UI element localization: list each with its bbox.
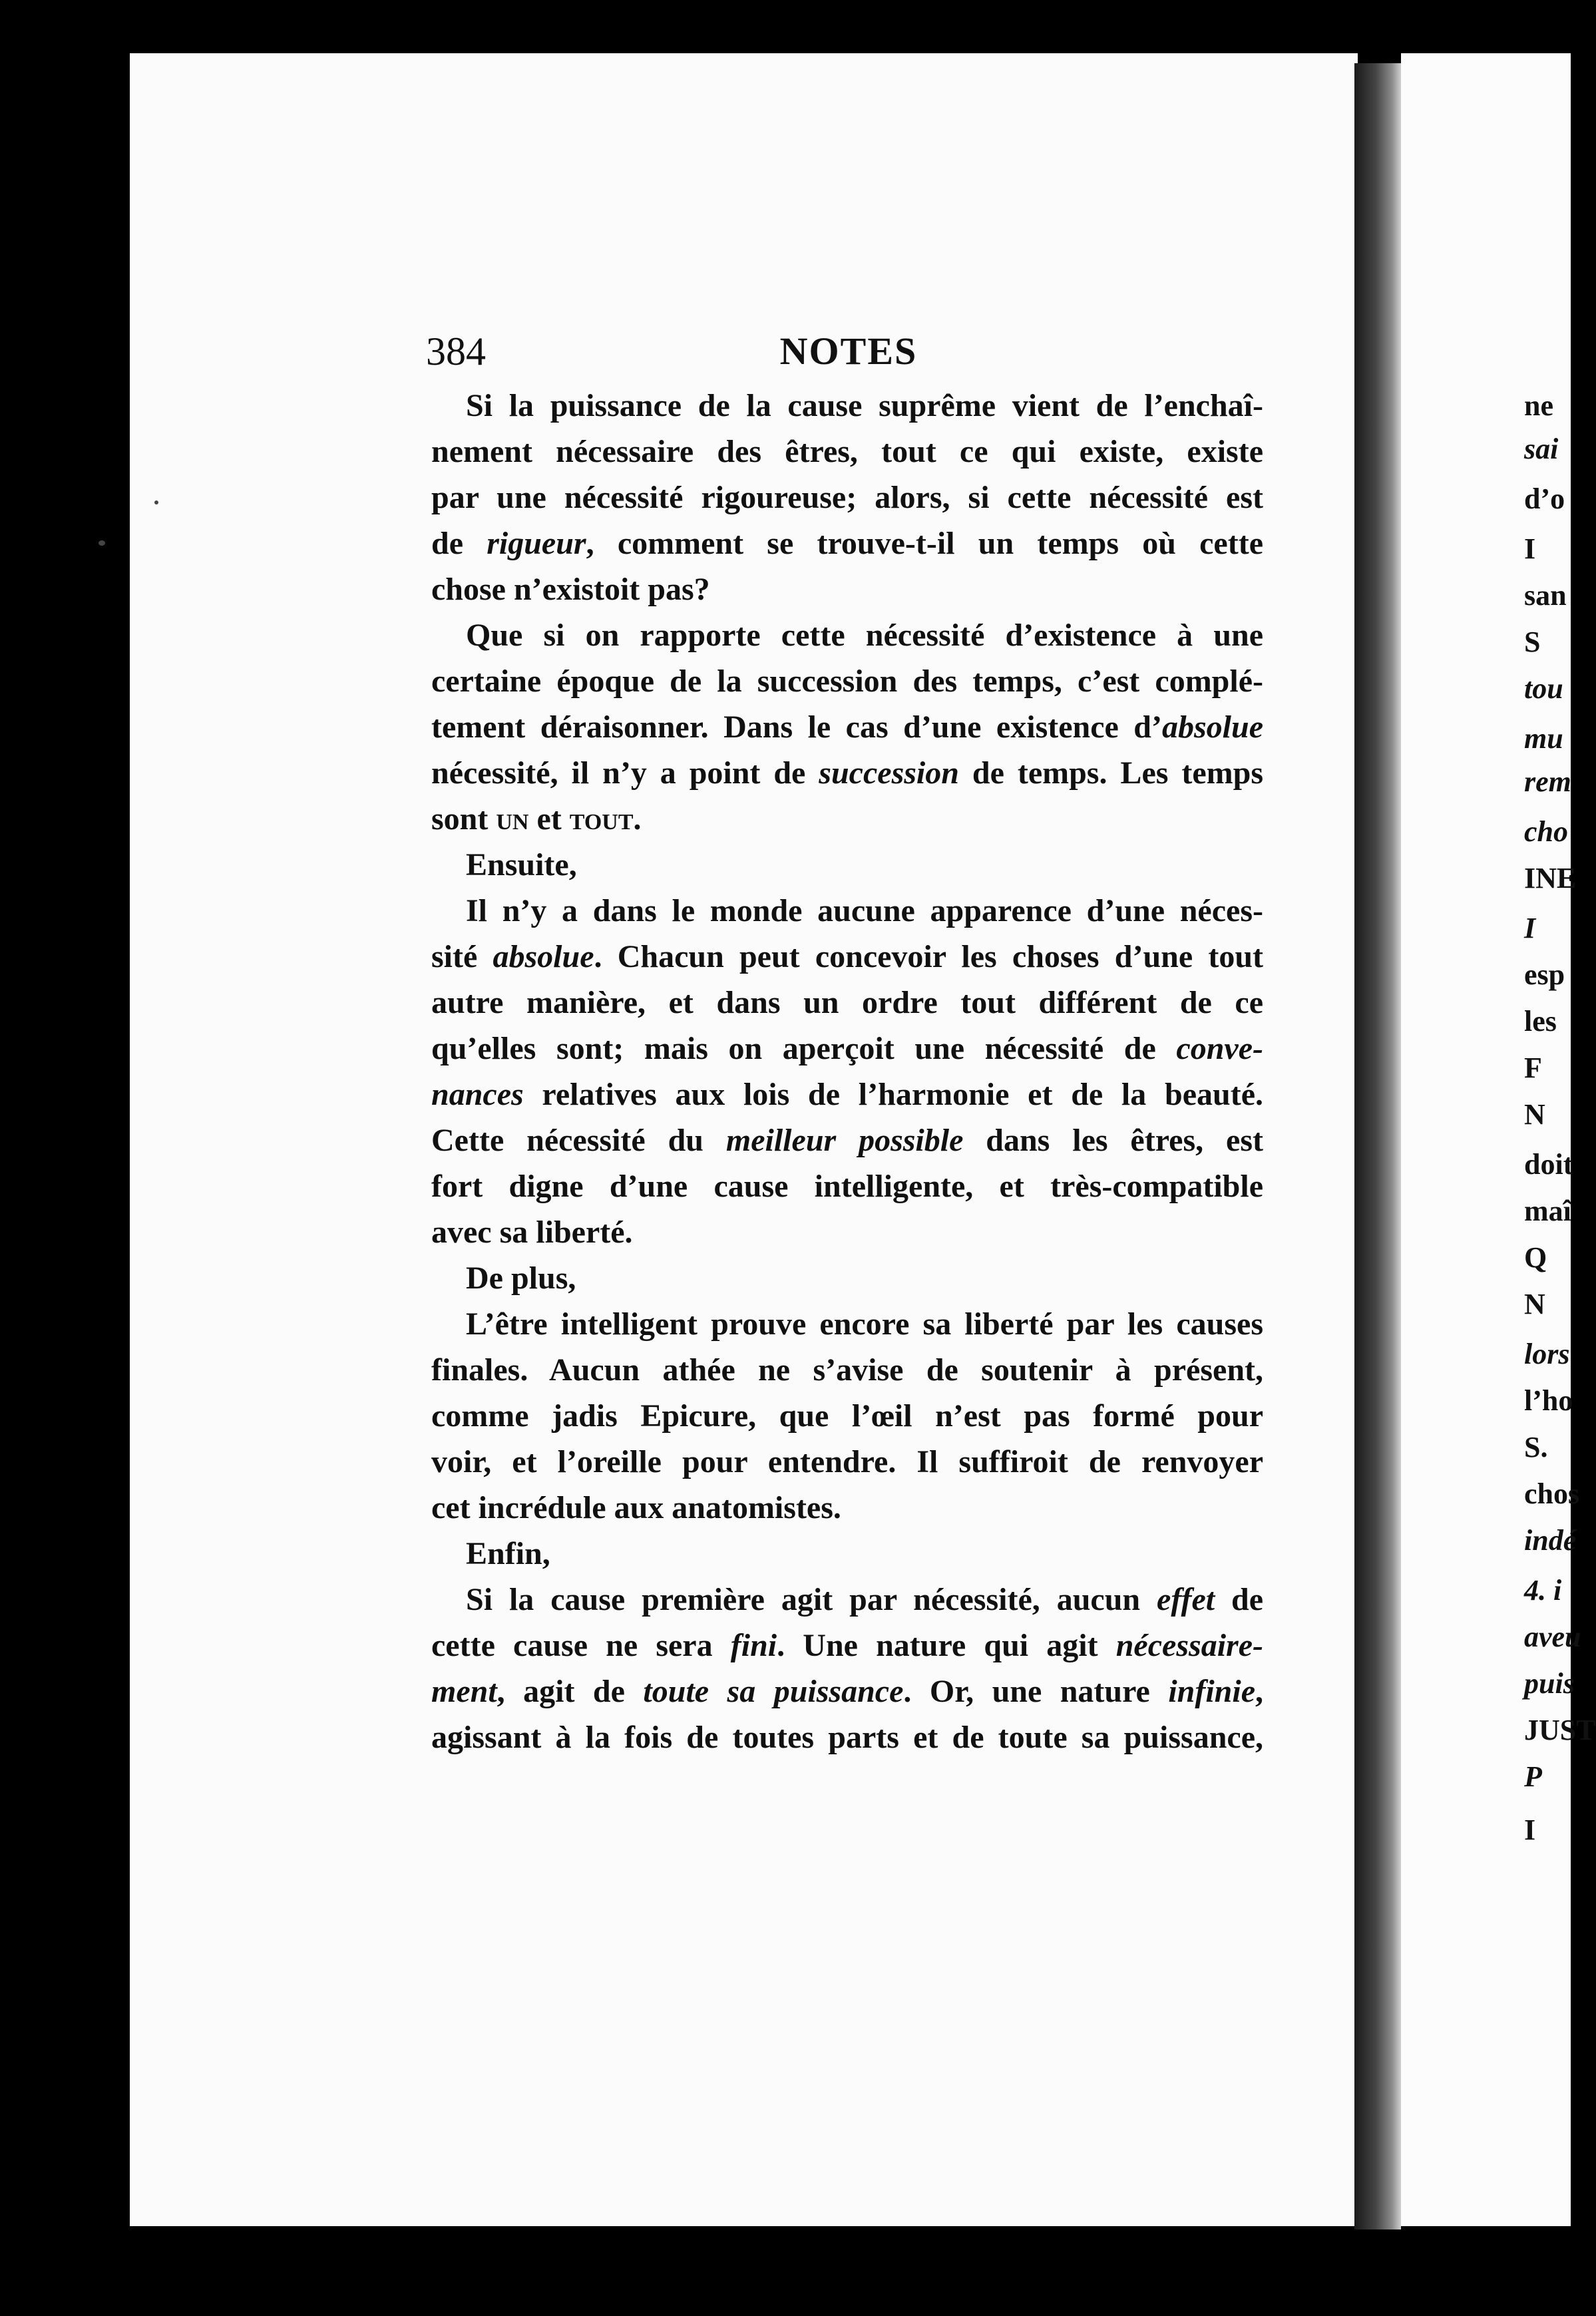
text-line: chose n’existoit pas?	[431, 572, 710, 607]
facing-page-fragment: INE	[1524, 862, 1577, 894]
facing-page-fragment: cho	[1524, 815, 1568, 848]
text-line: de rigueur, comment se trouve-t-il un temps où cette	[431, 526, 1264, 561]
book-gutter	[1354, 63, 1401, 2229]
text-line: ment, agit de toute sa puissance. Or, une nature infinie,	[431, 1674, 1263, 1709]
facing-page-fragment: N	[1524, 1098, 1545, 1131]
running-head: NOTES	[779, 329, 918, 373]
facing-page-fragment: F	[1524, 1052, 1542, 1084]
text-line: Si la cause première agit par nécessité, aucun effet de	[466, 1582, 1264, 1617]
facing-page-fragment: Q	[1524, 1241, 1547, 1274]
text-line: finales. Aucun athée ne s’avise de soutenir à présent,	[431, 1352, 1263, 1388]
text-line: voir, et l’oreille pour entendre. Il suffiroit de renvoyer	[431, 1444, 1263, 1479]
facing-page-fragment: 4. i	[1524, 1574, 1562, 1607]
facing-page-fragment: N	[1524, 1288, 1545, 1320]
text-line: De plus,	[466, 1260, 576, 1296]
facing-page-fragment: sai	[1524, 433, 1559, 465]
page-number: 384	[426, 329, 486, 373]
right-page	[1401, 53, 1596, 2226]
text-line: Il n’y a dans le monde aucune apparence d’une néces-	[466, 893, 1263, 928]
facing-page-fragment: I	[1524, 532, 1536, 565]
text-line: nécessité, il n’y a point de succession de temps. Les temps	[431, 755, 1264, 791]
facing-page-fragment: san	[1524, 579, 1567, 612]
text-line: Si la puissance de la cause suprême vient de l’enchaî-	[466, 388, 1263, 423]
facing-page-fragment: I	[1524, 1814, 1536, 1846]
facing-page-fragment: lors	[1524, 1338, 1570, 1370]
facing-page-fragment: les	[1524, 1005, 1557, 1038]
text-line: L’être intelligent prouve encore sa liberté par les causes	[466, 1306, 1263, 1342]
text-line: fort digne d’une cause intelligente, et très-compatible	[431, 1169, 1263, 1204]
text-line: cette cause ne sera fini. Une nature qui agit nécessaire-	[431, 1628, 1264, 1663]
facing-page-fragment: P	[1524, 1760, 1542, 1793]
page-header	[426, 319, 1271, 373]
facing-page-fragment: l’ho	[1524, 1384, 1573, 1417]
text-line: par une nécessité rigoureuse; alors, si cette nécessité est	[431, 480, 1263, 515]
text-line: qu’elles sont; mais on aperçoit une nécessité de conve-	[431, 1031, 1263, 1066]
facing-page-fragment: maî	[1524, 1195, 1571, 1227]
text-line: comme jadis Epicure, que l’œil n’est pas formé pour	[431, 1398, 1263, 1434]
text-line: Cette nécessité du meilleur possible dans les êtres, est	[431, 1123, 1263, 1158]
text-line: agissant à la fois de toutes parts et de toute sa puissance,	[431, 1720, 1263, 1755]
facing-page-fragment: d’o	[1524, 482, 1565, 515]
text-line: sité absolue. Chacun peut concevoir les choses d’une tout	[431, 939, 1263, 974]
paper-speck	[154, 500, 158, 504]
facing-page-fragment: mu	[1524, 722, 1563, 755]
text-line: autre manière, et dans un ordre tout différent de ce	[431, 985, 1263, 1020]
facing-page-fragment: esp	[1524, 958, 1565, 991]
paper-speck	[99, 540, 105, 546]
facing-page-fragment: ne	[1524, 389, 1553, 422]
text-line: sont un et tout.	[431, 801, 642, 837]
text-line: certaine époque de la succession des temps, c’est complé-	[431, 664, 1263, 699]
facing-page-fragment: doit	[1524, 1148, 1573, 1181]
facing-page-fragment: chos	[1524, 1477, 1580, 1510]
text-line: Que si on rapporte cette nécessité d’existence à une	[466, 618, 1263, 653]
text-line: Enfin,	[466, 1536, 550, 1571]
text-line: avec sa liberté.	[431, 1215, 633, 1250]
text-line: nances relatives aux lois de l’harmonie et de la beauté.	[431, 1077, 1263, 1112]
facing-page-fragment: S.	[1524, 1431, 1548, 1463]
facing-page-fragment: puis	[1524, 1667, 1575, 1700]
facing-page-fragment: indé	[1524, 1524, 1577, 1557]
facing-page-fragment: tou	[1524, 672, 1563, 705]
facing-page-fragment: JUST	[1524, 1714, 1596, 1746]
facing-page-fragment: S	[1524, 626, 1541, 658]
facing-page-fragment: I	[1524, 912, 1536, 944]
text-line: Ensuite,	[466, 847, 577, 882]
text-line: cet incrédule aux anatomistes.	[431, 1490, 841, 1525]
text-line: nement nécessaire des êtres, tout ce qui existe, existe	[431, 434, 1263, 469]
facing-page-fragment: rem	[1524, 765, 1571, 798]
text-line: tement déraisonner. Dans le cas d’une existence d’absolue	[431, 709, 1263, 745]
facing-page-fragment: aveu	[1524, 1621, 1581, 1653]
body-text	[431, 383, 1263, 1760]
